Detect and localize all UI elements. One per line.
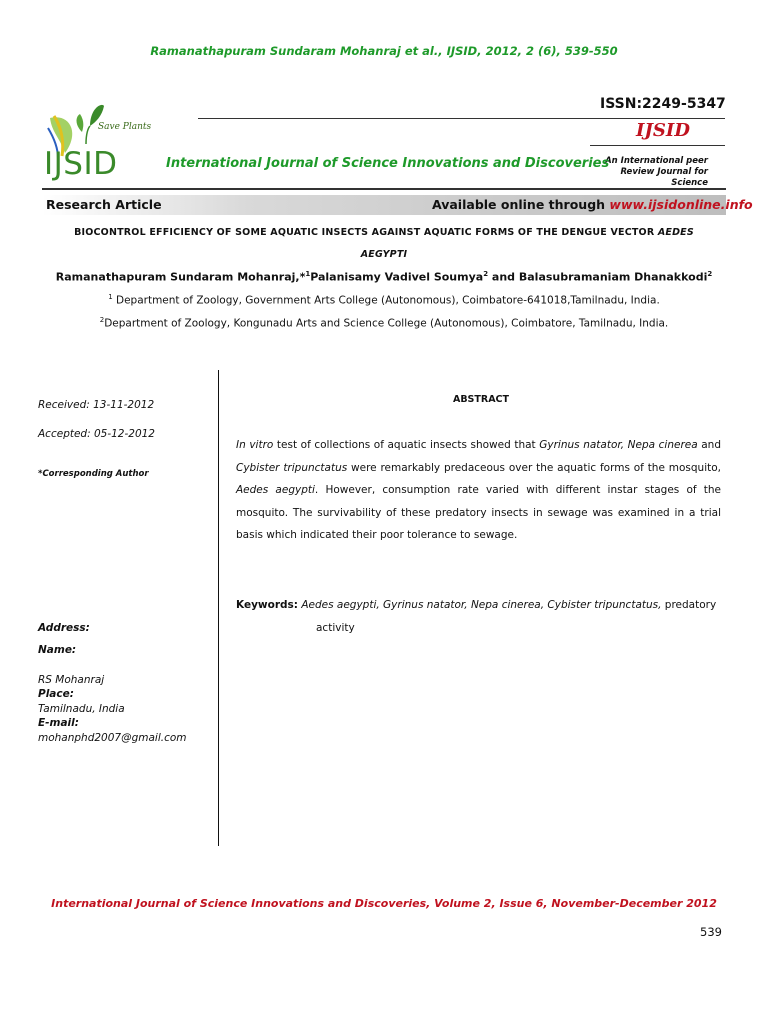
header-rule (198, 118, 725, 119)
author-list (0, 270, 768, 284)
aff2-sup: 2 (99, 316, 105, 324)
abstract-span-2: test of collections of aquatic insects showed that (273, 439, 540, 451)
title-italic-1: AEDES (657, 227, 694, 238)
journal-name: International Journal of Science Innovations and Discoveries (166, 156, 610, 171)
available-label: Available online through (432, 197, 610, 212)
author-2: Palanisamy Vadivel Soumya (310, 270, 484, 284)
column-divider (218, 370, 219, 846)
affiliation-1 (0, 293, 768, 307)
received-date: Received: 13-11-2012 (38, 399, 155, 411)
article-title (30, 222, 738, 266)
accepted-date: Accepted: 05-12-2012 (38, 428, 155, 440)
abstract-span-6: were remarkably predaceous over the aquatic forms of the mosquito, (347, 461, 721, 474)
place-label: Place: (38, 688, 74, 700)
bar-rule (42, 188, 726, 190)
abstract-span-4: and (697, 439, 721, 451)
corresponding-author: *Corresponding Author (38, 469, 149, 479)
journal-short-name: IJSID (636, 120, 690, 141)
place-value: Tamilnadu, India (38, 703, 125, 715)
abstract-span-3: Gyrinus natator, Nepa cinerea (539, 439, 698, 451)
address-label: Address: (38, 622, 90, 634)
title-italic-2: AEGYPTI (360, 249, 408, 260)
email-value[interactable]: mohanphd2007@gmail.com (38, 732, 187, 744)
tagline-line-2: Review Journal for Science (620, 167, 708, 188)
abstract-span-7: Aedes aegypti (236, 484, 315, 496)
keywords-label: Keywords: (236, 599, 298, 611)
email-label: E-mail: (38, 717, 79, 729)
name-value: RS Mohanraj (38, 674, 105, 686)
keywords-continued: activity (316, 621, 355, 634)
abstract-span-5: Cybister tripunctatus (236, 461, 348, 474)
keywords (236, 594, 721, 639)
logo-badge: Save Plants (98, 122, 152, 132)
page-number: 539 (700, 925, 722, 939)
article-type: Research Article (46, 197, 162, 212)
availability (432, 197, 753, 212)
author-1-sup: 1 (305, 270, 311, 278)
tagline-line-1: An International peer (605, 156, 708, 166)
website-link[interactable]: www.ijsidonline.info (609, 197, 753, 212)
name-label: Name: (38, 644, 77, 656)
citation-line: Ramanathapuram Sundaram Mohanraj et al., IJSID, 2012, 2 (6), 539-550 (150, 44, 618, 58)
footer-journal-issue: International Journal of Science Innovations and Discoveries, Volume 2, Issue 6, November-December 2012 (51, 897, 717, 910)
aff2-text: Department of Zoology, Kongunadu Arts and Science College (Autonomous), Coimbatore, Tamilnadu, India. (104, 317, 669, 330)
tagline-rule (590, 145, 725, 146)
keywords-tail: predatory (661, 599, 717, 611)
author-3-sup: 2 (707, 270, 713, 278)
issn: ISSN:2249-5347 (600, 96, 726, 112)
affiliation-2 (0, 316, 768, 330)
author-2-sup: 2 (483, 270, 489, 278)
title-main: BIOCONTROL EFFICIENCY OF SOME AQUATIC INSECTS AGAINST AQUATIC FORMS OF THE DENGUE VECTOR (74, 227, 658, 238)
keywords-list: Aedes aegypti, Gyrinus natator, Nepa cinerea, Cybister tripunctatus, (297, 599, 662, 611)
author-1: Ramanathapuram Sundaram Mohanraj,* (55, 270, 306, 284)
abstract-text (236, 434, 721, 547)
abstract-span-8: . However, consumption rate varied with different instar stages of the mosquito. The survivability of these predatory insects in sewage was examined in a trial basis which indicated their poor tolerance to sewage. (236, 484, 721, 541)
abstract-span-1: In vitro (236, 439, 274, 451)
logo-wordmark: IJSID (44, 146, 118, 182)
abstract-heading: ABSTRACT (452, 394, 510, 405)
aff1-sup: 1 (108, 293, 113, 301)
author-3: and Balasubramaniam Dhanakkodi (488, 270, 708, 284)
aff1-text: Department of Zoology, Government Arts College (Autonomous), Coimbatore-641018,Tamilnadu, India. (112, 294, 660, 307)
